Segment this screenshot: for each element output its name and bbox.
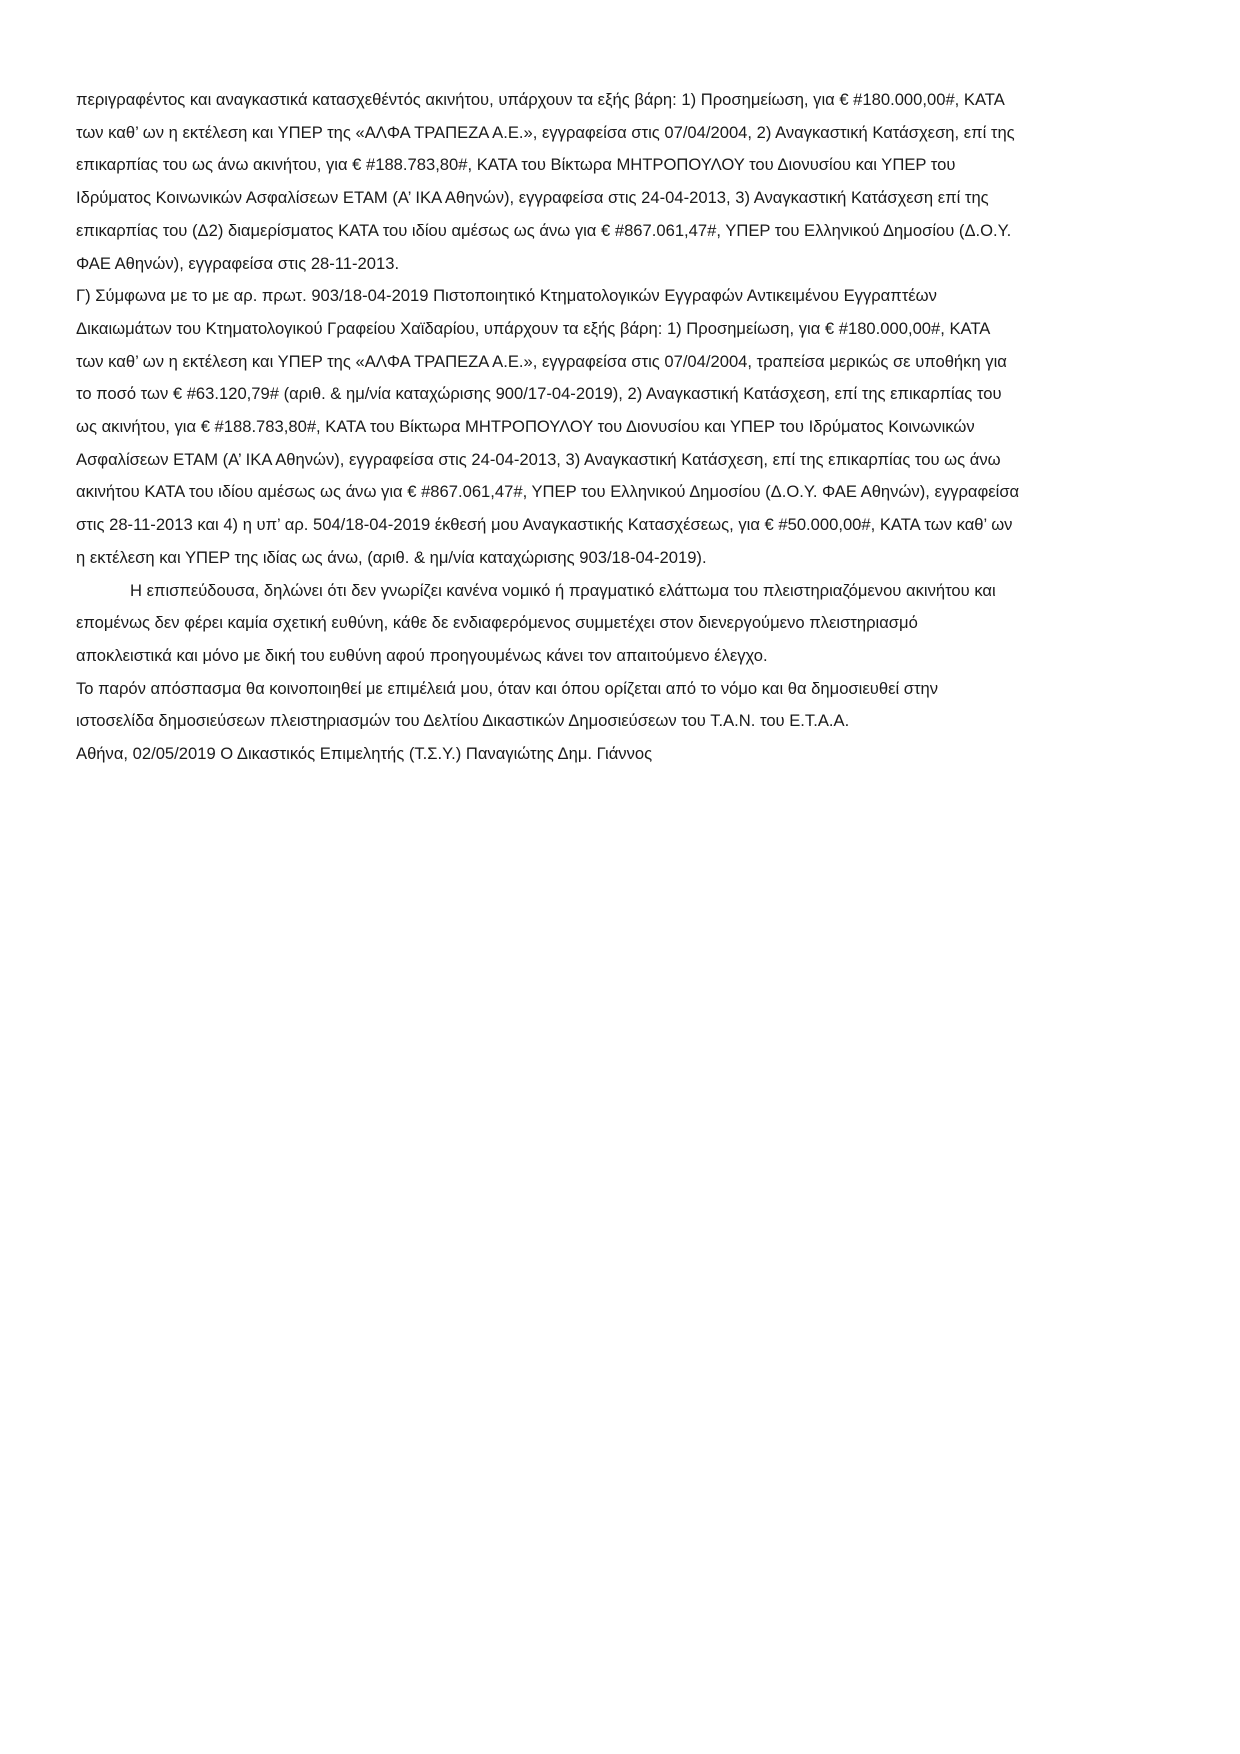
text-line: ακινήτου ΚΑΤΑ του ιδίου αμέσως ως άνω για € #867.061,47#, ΥΠΕΡ του Ελληνικού Δημοσίου (Δ.Ο.Υ. ΦΑΕ Αθηνών), εγγραφείσα	[76, 482, 1020, 502]
text-line: Γ) Σύμφωνα με το με αρ. πρωτ. 903/18-04-2019 Πιστοποιητικό Κτηματολογικών Εγγραφών Αντικειμένου Εγγραπτέων	[76, 286, 937, 306]
text-line: περιγραφέντος και αναγκαστικά κατασχεθέντός ακινήτου, υπάρχουν τα εξής βάρη: 1) Προσημείωση, για € #180.000,00#, ΚΑΤΑ	[76, 90, 1005, 109]
text-line: ιστοσελίδα δημοσιεύσεων πλειστηριασμών του Δελτίου Δικαστικών Δημοσιεύσεων του Τ.Α.Ν. του Ε.Τ.Α.Α.	[76, 711, 850, 731]
text-line: επικαρπίας του ως άνω ακινήτου, για € #188.783,80#, ΚΑΤΑ του Βίκτωρα ΜΗΤΡΟΠΟΥΛΟΥ του Διονυσίου και ΥΠΕΡ του	[76, 155, 956, 175]
text-line: επομένως δεν φέρει καμία σχετική ευθύνη, κάθε δε ενδιαφερόμενος συμμετέχει στον διενεργούμενο πλειστηριασμό	[76, 613, 918, 633]
text-line: ως ακινήτου, για € #188.783,80#, ΚΑΤΑ του Βίκτωρα ΜΗΤΡΟΠΟΥΛΟΥ του Διονυσίου και ΥΠΕΡ του Ιδρύματος Κοινωνικών	[76, 417, 975, 437]
text-line-indented: Η επισπεύδουσα, δηλώνει ότι δεν γνωρίζει κανένα νομικό ή πραγματικό ελάττωμα του πλειστηριαζόμενου ακινήτου και	[130, 580, 996, 600]
text-line: ΦΑΕ Αθηνών), εγγραφείσα στις 28-11-2013.	[76, 253, 400, 273]
text-line: αποκλειστικά και μόνο με δική του ευθύνη αφού προηγουμένως κάνει τον απαιτούμενο έλεγχο.	[76, 645, 768, 665]
document-page	[76, 84, 1166, 771]
text-line: των καθ’ ων η εκτέλεση και ΥΠΕΡ της «ΑΛΦΑ ΤΡΑΠΕΖΑ Α.Ε.», εγγραφείσα στις 07/04/2004, 2) Αναγκαστική Κατάσχεση, επί της	[76, 122, 1015, 142]
text-line: το ποσό των € #63.120,79# (αριθ. & ημ/νία καταχώρισης 900/17-04-2019), 2) Αναγκαστική Κατάσχεση, επί της επικαρπίας του	[76, 384, 1002, 404]
text-line: στις 28-11-2013 και 4) η υπ’ αρ. 504/18-04-2019 έκθεσή μου Αναγκαστικής Κατασχέσεως, για € #50.000,00#, ΚΑΤΑ των καθ’ ων	[76, 515, 1013, 535]
text-line: των καθ’ ων η εκτέλεση και ΥΠΕΡ της «ΑΛΦΑ ΤΡΑΠΕΖΑ Α.Ε.», εγγραφείσα στις 07/04/2004, τραπείσα μερικώς σε υποθήκη για	[76, 351, 1007, 371]
text-line: επικαρπίας του (Δ2) διαμερίσματος ΚΑΤΑ του ιδίου αμέσως ως άνω για € #867.061,47#, ΥΠΕΡ του Ελληνικού Δημοσίου (Δ.Ο.Υ.	[76, 220, 1012, 240]
text-line: η εκτέλεση και ΥΠΕΡ της ιδίας ως άνω, (αριθ. & ημ/νία καταχώρισης 903/18-04-2019).	[76, 547, 707, 567]
text-line: Ιδρύματος Κοινωνικών Ασφαλίσεων ΕΤΑΜ (Α’ ΙΚΑ Αθηνών), εγγραφείσα στις 24-04-2013, 3) Αναγκαστική Κατάσχεση επί της	[76, 188, 989, 208]
text-line: Ασφαλίσεων ΕΤΑΜ (Α’ ΙΚΑ Αθηνών), εγγραφείσα στις 24-04-2013, 3) Αναγκαστική Κατάσχεση, επί της επικαρπίας του ως άνω	[76, 449, 1001, 469]
text-line: Το παρόν απόσπασμα θα κοινοποιηθεί με επιμέλειά μου, όταν και όπου ορίζεται από το νόμο και θα δημοσιευθεί στην	[76, 678, 939, 698]
signature-line: Αθήνα, 02/05/2019 Ο Δικαστικός Επιμελητής (Τ.Σ.Υ.) Παναγιώτης Δημ. Γιάννος	[76, 744, 653, 764]
text-line: Δικαιωμάτων του Κτηματολογικού Γραφείου Χαϊδαρίου, υπάρχουν τα εξής βάρη: 1) Προσημείωση, για € #180.000,00#, ΚΑΤΑ	[76, 318, 991, 338]
